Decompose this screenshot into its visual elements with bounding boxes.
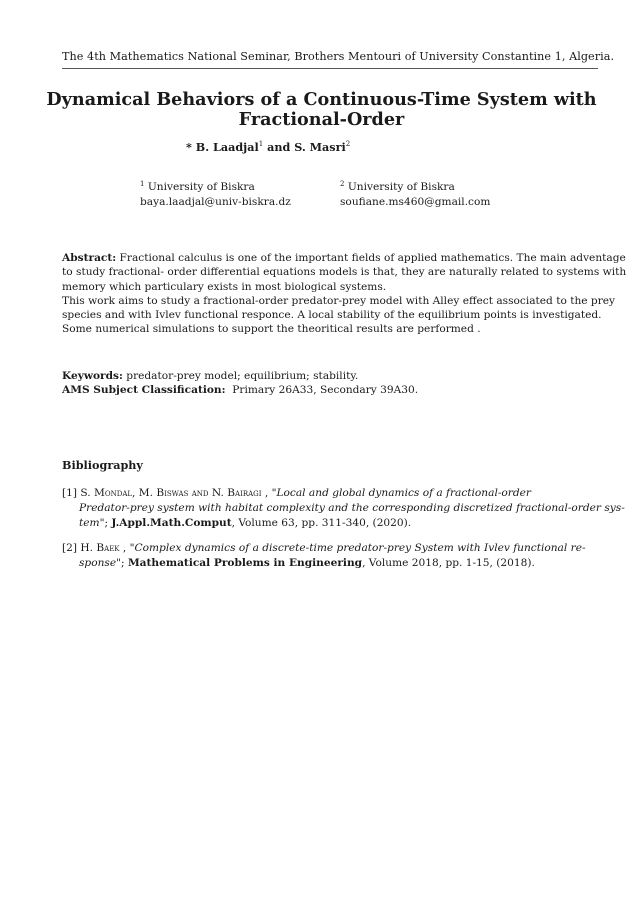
bib-2-authors: H. Baek [80, 542, 120, 554]
title-line-2: Fractional-Order [238, 109, 405, 130]
bib-2-title-line-1: "Complex dynamics of a discrete-time predator-prey System with Ivlev functional re- [129, 542, 586, 554]
abstract-line-1: Fractional calculus is one of the important fields of applied mathematics. The main adventage [116, 252, 626, 264]
ams-classification [62, 383, 600, 397]
affiliation-1-mark: 1 [140, 180, 145, 188]
keywords-label: Keywords: [62, 370, 123, 382]
bib-entry-2 [62, 541, 600, 571]
affiliation-1-email: baya.laadjal@univ-biskra.dz [140, 196, 291, 208]
ams-text: Primary 26A33, Secondary 39A30. [225, 384, 419, 396]
bib-1-title-line-1: "Local and global dynamics of a fractional-order [271, 487, 531, 499]
author-1: * B. Laadjal [186, 140, 259, 154]
ams-label: AMS Subject Classification: [62, 384, 226, 396]
bib-1-details: , Volume 63, pp. 311-340, (2020). [231, 517, 412, 529]
author-2-affil-mark: 2 [345, 140, 351, 148]
bib-1-sep: , [261, 487, 272, 499]
affiliation-1-institution: University of Biskra [147, 181, 255, 193]
keywords [62, 369, 600, 383]
bib-1-after-title: ; [104, 517, 112, 529]
author-2: and S. Masri [263, 140, 346, 154]
bib-1-journal: J.Appl.Math.Comput [111, 517, 232, 529]
bib-1-title-line-2: Predator-prey system with habitat complexity and the corresponding discretized fractional-order sys- [79, 502, 625, 514]
affiliation-2-email: soufiane.ms460@gmail.com [340, 196, 491, 208]
bib-entry-1 [62, 486, 625, 531]
abstract-line-2: to study fractional- order differential equations models is that, they are naturally related to systems with [62, 266, 627, 279]
header-rule [62, 68, 598, 69]
abstract-line-5: species and with Ivlev functional responce. A local stability of the equilibrium points is investigated. [62, 309, 602, 322]
bib-2-sep: , [119, 542, 130, 554]
bib-2-number: [2] [62, 542, 81, 554]
abstract-label: Abstract: [62, 252, 117, 264]
bib-1-title-line-3: tem" [79, 517, 105, 529]
abstract-line-4: This work aims to study a fractional-order predator-prey model with Alley effect associated to the prey [62, 294, 616, 307]
author-list [186, 140, 350, 154]
affiliation-2 [340, 180, 490, 210]
affiliation-2-institution: University of Biskra [347, 181, 455, 193]
keywords-text: predator-prey model; equilibrium; stability. [122, 370, 359, 382]
abstract-line-3: memory which particulary exists in most biological systems. [62, 280, 387, 293]
bib-2-after-title: ; [121, 557, 128, 569]
bib-2-details: , Volume 2018, pp. 1-15, (2018). [362, 557, 535, 569]
abstract [62, 251, 627, 337]
bibliography-heading: Bibliography [62, 458, 143, 472]
author-1-affil-mark: 1 [258, 140, 264, 148]
affiliation-1 [140, 180, 291, 210]
bib-1-number: [1] [62, 487, 81, 499]
bib-2-journal: Mathematical Problems in Engineering [127, 557, 363, 569]
title-line-1: Dynamical Behaviors of a Continuous-Time System with [46, 89, 597, 110]
affiliation-2-mark: 2 [340, 180, 345, 188]
running-header: The 4th Mathematics National Seminar, Brothers Mentouri of University Constantine 1, Algeria. [62, 50, 615, 63]
bib-1-authors: S. Mondal, M. Biswas and N. Bairagi [80, 487, 262, 499]
bib-2-title-line-2: sponse" [79, 557, 121, 569]
abstract-line-6: Some numerical simulations to support the theoritical results are performed . [62, 323, 481, 336]
paper-title [40, 90, 603, 130]
